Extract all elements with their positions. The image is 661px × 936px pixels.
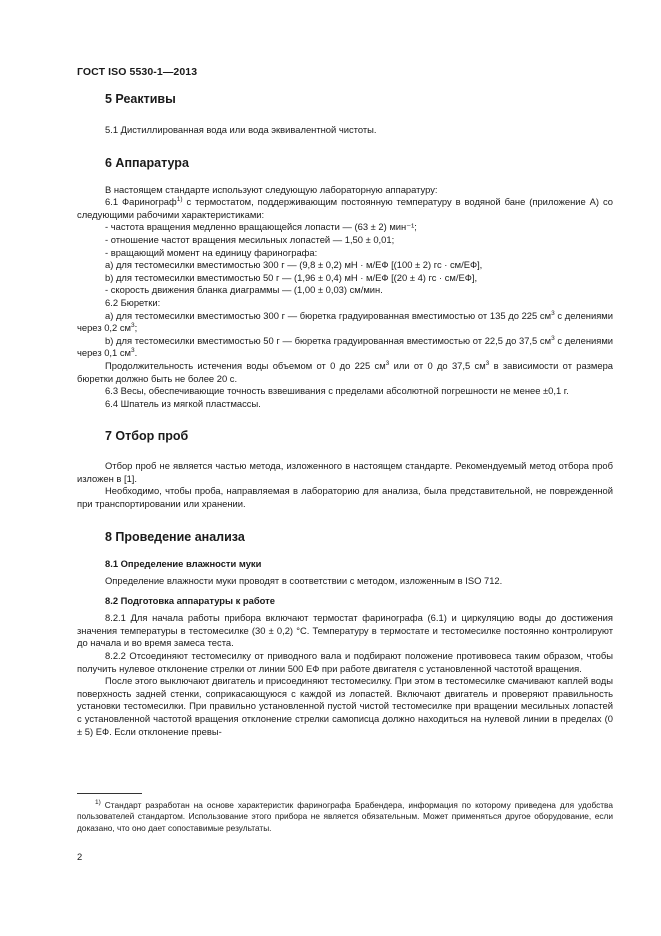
paragraph-7-1: Отбор проб не является частью метода, изложенного в настоящем стандарте. Рекомендуемый метод отбора проб изложен в [1].: [77, 460, 613, 484]
section-6-title: 6 Аппаратура: [105, 155, 189, 170]
list-item: - вращающий момент на единицу фаринографа:: [105, 246, 318, 258]
list-item: b) для тестомесилки вместимостью 50 г — (1,96 ± 0,4) мН · м/ЕФ [(20 ± 4) гс · см/ЕФ],: [105, 271, 478, 283]
list-item: - скорость движения бланка диаграммы — (1,00 ± 0,03) см/мин.: [105, 284, 383, 296]
document-code: ГОСТ ISO 5530-1—2013: [77, 66, 198, 78]
paragraph-6-3: 6.3 Весы, обеспечивающие точность взвешивания с пределами абсолютной погрешности не менее ±0,1 г.: [105, 385, 569, 397]
paragraph-6-2-b: b) для тестомесилки вместимостью 50 г — бюретка градуированная вместимостью от 22,5 до 37,5 $см^3$ с делениями через 0,1 $см^3$.: [77, 334, 613, 359]
paragraph-6-4: 6.4 Шпатель из мягкой пластмассы.: [105, 397, 261, 409]
paragraph-8-2-3: После этого выключают двигатель и присоединяют тестомесилку. При этом в тестомесилке смачивают каплей воды поверхность задней стенки, соприкасающуюся с каждой из лопастей. Включают двигатель и проверяют правильность установки тестомесилки. При правильно установленной пустой чистой тестомесилке при вращении месильных лопастей с установленной частотой вращения отклонение стрелки самописца должно находиться на нулевой линии в пределах (0 ± 5) ЕФ. Если отклонение превы-: [77, 675, 613, 737]
footnote-divider: [77, 793, 142, 794]
section-7-title: 7 Отбор проб: [105, 429, 189, 444]
section-5-title: 5 Реактивы: [105, 92, 176, 106]
paragraph-6-1: 6.1 Фаринограф$^{1)}$ с термостатом, поддерживающим постоянную температуру в водяной бане (приложение А) со следующими рабочими характеристиками:: [77, 196, 613, 220]
paragraph-6-2: 6.2 Бюретки:: [105, 296, 161, 308]
subsection-8-2-title: 8.2 Подготовка аппаратуры к работе: [105, 595, 275, 607]
footnote-ref: 1): [176, 196, 183, 204]
paragraph-7-2: Необходимо, чтобы проба, направляемая в лабораторию для анализа, была представительной, не поврежденной при транспортировании или хранении.: [77, 485, 613, 510]
page-content: [77, 92, 613, 738]
list-item: a) для тестомесилки вместимостью 300 г — (9,8 ± 0,2) мН · м/ЕФ [(100 ± 2) гс · см/ЕФ],: [105, 259, 483, 271]
paragraph-8-2-1: 8.2.1 Для начала работы прибора включают термостат фаринографа (6.1) и циркуляцию воды до достижения значения температуры в тестомесилке (30 ± 0,2) °С. Температуру в термостате и тестомесилке постоянно контролируют до начала и во время замеса теста.: [77, 612, 613, 649]
paragraph-5-1: 5.1 Дистиллированная вода или вода эквивалентной чистоты.: [105, 124, 377, 135]
list-item: - частота вращения медленно вращающейся лопасти — (63 ± 2) мин⁻¹;: [105, 221, 417, 233]
page-number: 2: [77, 851, 83, 862]
paragraph-6-2-c: Продолжительность истечения воды объемом от 0 до 225 $см^3$ или от 0 до 37,5 $см^3$ в зависимости от размера бюретки должно быть не более 20 с.: [77, 359, 613, 384]
section-8-title: 8 Проведение анализа: [105, 529, 245, 544]
footnote: [77, 800, 613, 834]
paragraph-6-2-a: a) для тестомесилки вместимостью 300 г — бюретка градуированная вместимостью от 135 до 225 $см^3$ с делениями через 0,2 $см^3$;: [77, 309, 613, 334]
subsection-8-1-title: 8.1 Определение влажности муки: [105, 557, 262, 569]
paragraph-8-2-2: 8.2.2 Отсоединяют тестомесилку от приводного вала и подбирают положение противовеса таким образом, чтобы получить нулевое отклонение стрелки от линии 500 ЕФ при работе двигателя с установленной частотой вращения.: [77, 650, 613, 674]
paragraph-8-1: Определение влажности муки проводят в соответствии с методом, изложенным в ISO 712.: [105, 574, 503, 586]
paragraph-6-intro: В настоящем стандарте используют следующую лабораторную аппаратуру:: [105, 183, 438, 195]
footnote-text: $^{1)}$ Стандарт разработан на основе характеристик фаринографа Брабендера, информация по которому приведена для удобства пользователей стандартом. Использование этого прибора не является обязательным. Может применяться другое оборудование, если доказано, что оно дает сопоставимые результаты.: [77, 799, 613, 833]
list-item: - отношение частот вращения месильных лопастей — 1,50 ± 0,01;: [105, 233, 395, 245]
